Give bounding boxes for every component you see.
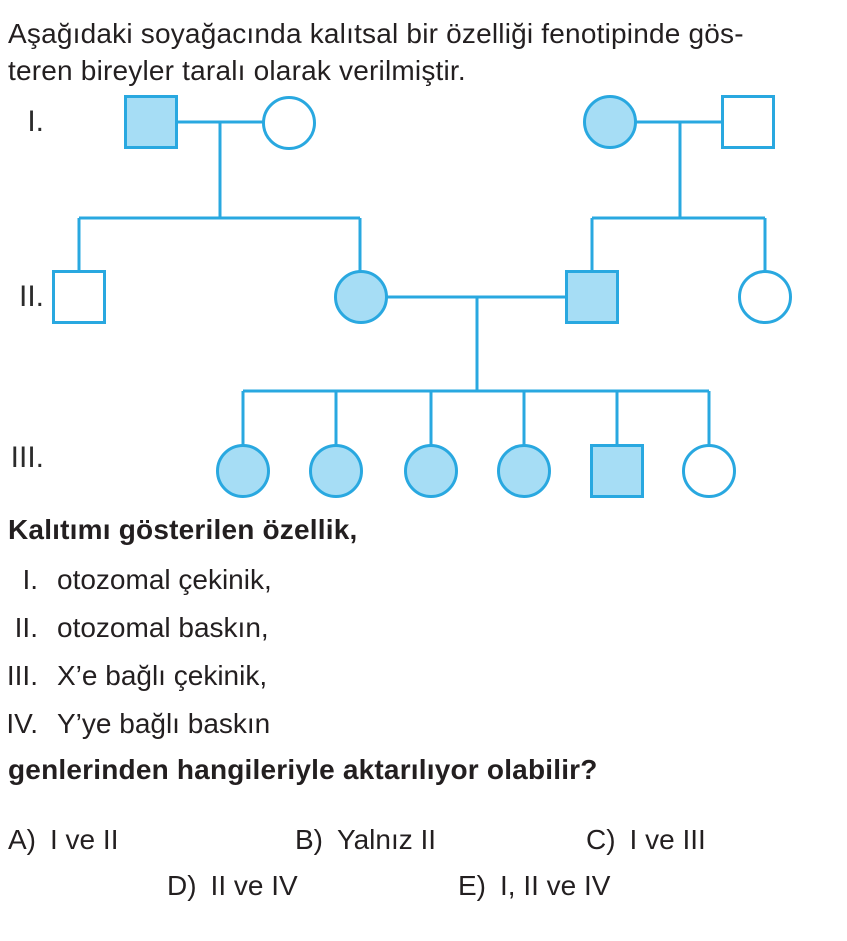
choice-b-label: B): [295, 824, 323, 855]
pedigree-individual-III-1-female-affected: [218, 446, 269, 497]
statement-numeral: III.: [6, 660, 38, 691]
statement-numeral: II.: [14, 612, 38, 643]
choice-d-label: D): [167, 870, 197, 901]
pedigree-individual-III-2-female-affected: [311, 446, 362, 497]
pedigree-individual-III-3-female-affected: [406, 446, 457, 497]
choice-b-text: Yalnız II: [337, 824, 437, 855]
pedigree-individual-II-3-male-affected: [567, 272, 618, 323]
question-lead: Kalıtımı gösterilen özellik,: [8, 514, 358, 545]
choice-c-text: I ve III: [629, 824, 706, 855]
statement-text: X’e bağlı çekinik,: [57, 660, 268, 691]
choice-e: [458, 870, 610, 902]
pedigree-individual-I-4-male-unaffected: [723, 97, 774, 148]
statement-numeral: IV.: [6, 708, 38, 739]
choice-a-text: I ve II: [50, 824, 119, 855]
pedigree-individual-III-4-female-affected: [499, 446, 550, 497]
choice-c: [586, 824, 706, 856]
intro-line-1: Aşağıdaki soyağacında kalıtsal bir özelliği fenotipinde gös-: [8, 18, 744, 49]
choice-e-text: I, II ve IV: [500, 870, 611, 901]
statement-numeral: I.: [22, 564, 38, 595]
pedigree-individual-I-1-male-affected: [126, 97, 177, 148]
statement-text: otozomal baskın,: [57, 612, 269, 643]
choice-a-label: A): [8, 824, 36, 855]
statement-item-1: [0, 556, 600, 604]
choice-e-label: E): [458, 870, 486, 901]
statement-list: [0, 556, 600, 748]
generation-label-2: II.: [18, 280, 44, 313]
pedigree-individual-III-5-male-affected: [592, 446, 643, 497]
choice-d: [167, 870, 298, 902]
generation-label-3: III.: [10, 441, 44, 474]
pedigree-individual-II-1-male-unaffected: [54, 272, 105, 323]
question-closing: genlerinden hangileriyle aktarılıyor olabilir?: [8, 754, 598, 785]
pedigree-individual-II-2-female-affected: [336, 272, 387, 323]
statement-item-3: [0, 652, 600, 700]
pedigree-individual-III-6-female-unaffected: [684, 446, 735, 497]
statement-item-4: [0, 700, 600, 748]
choice-d-text: II ve IV: [210, 870, 298, 901]
generation-label-1: I.: [27, 105, 44, 138]
statement-text: Y’ye bağlı baskın: [57, 708, 271, 739]
statement-item-2: [0, 604, 600, 652]
pedigree-individual-I-3-female-affected: [585, 97, 636, 148]
statement-text: otozomal çekinik,: [57, 564, 272, 595]
choice-a: [8, 824, 118, 856]
pedigree-individual-II-4-female-unaffected: [740, 272, 791, 323]
choice-c-label: C): [586, 824, 616, 855]
choice-b: [295, 824, 436, 856]
intro-line-2: teren bireyler taralı olarak verilmiştir.: [8, 55, 466, 86]
pedigree-individual-I-2-female-unaffected: [264, 98, 315, 149]
